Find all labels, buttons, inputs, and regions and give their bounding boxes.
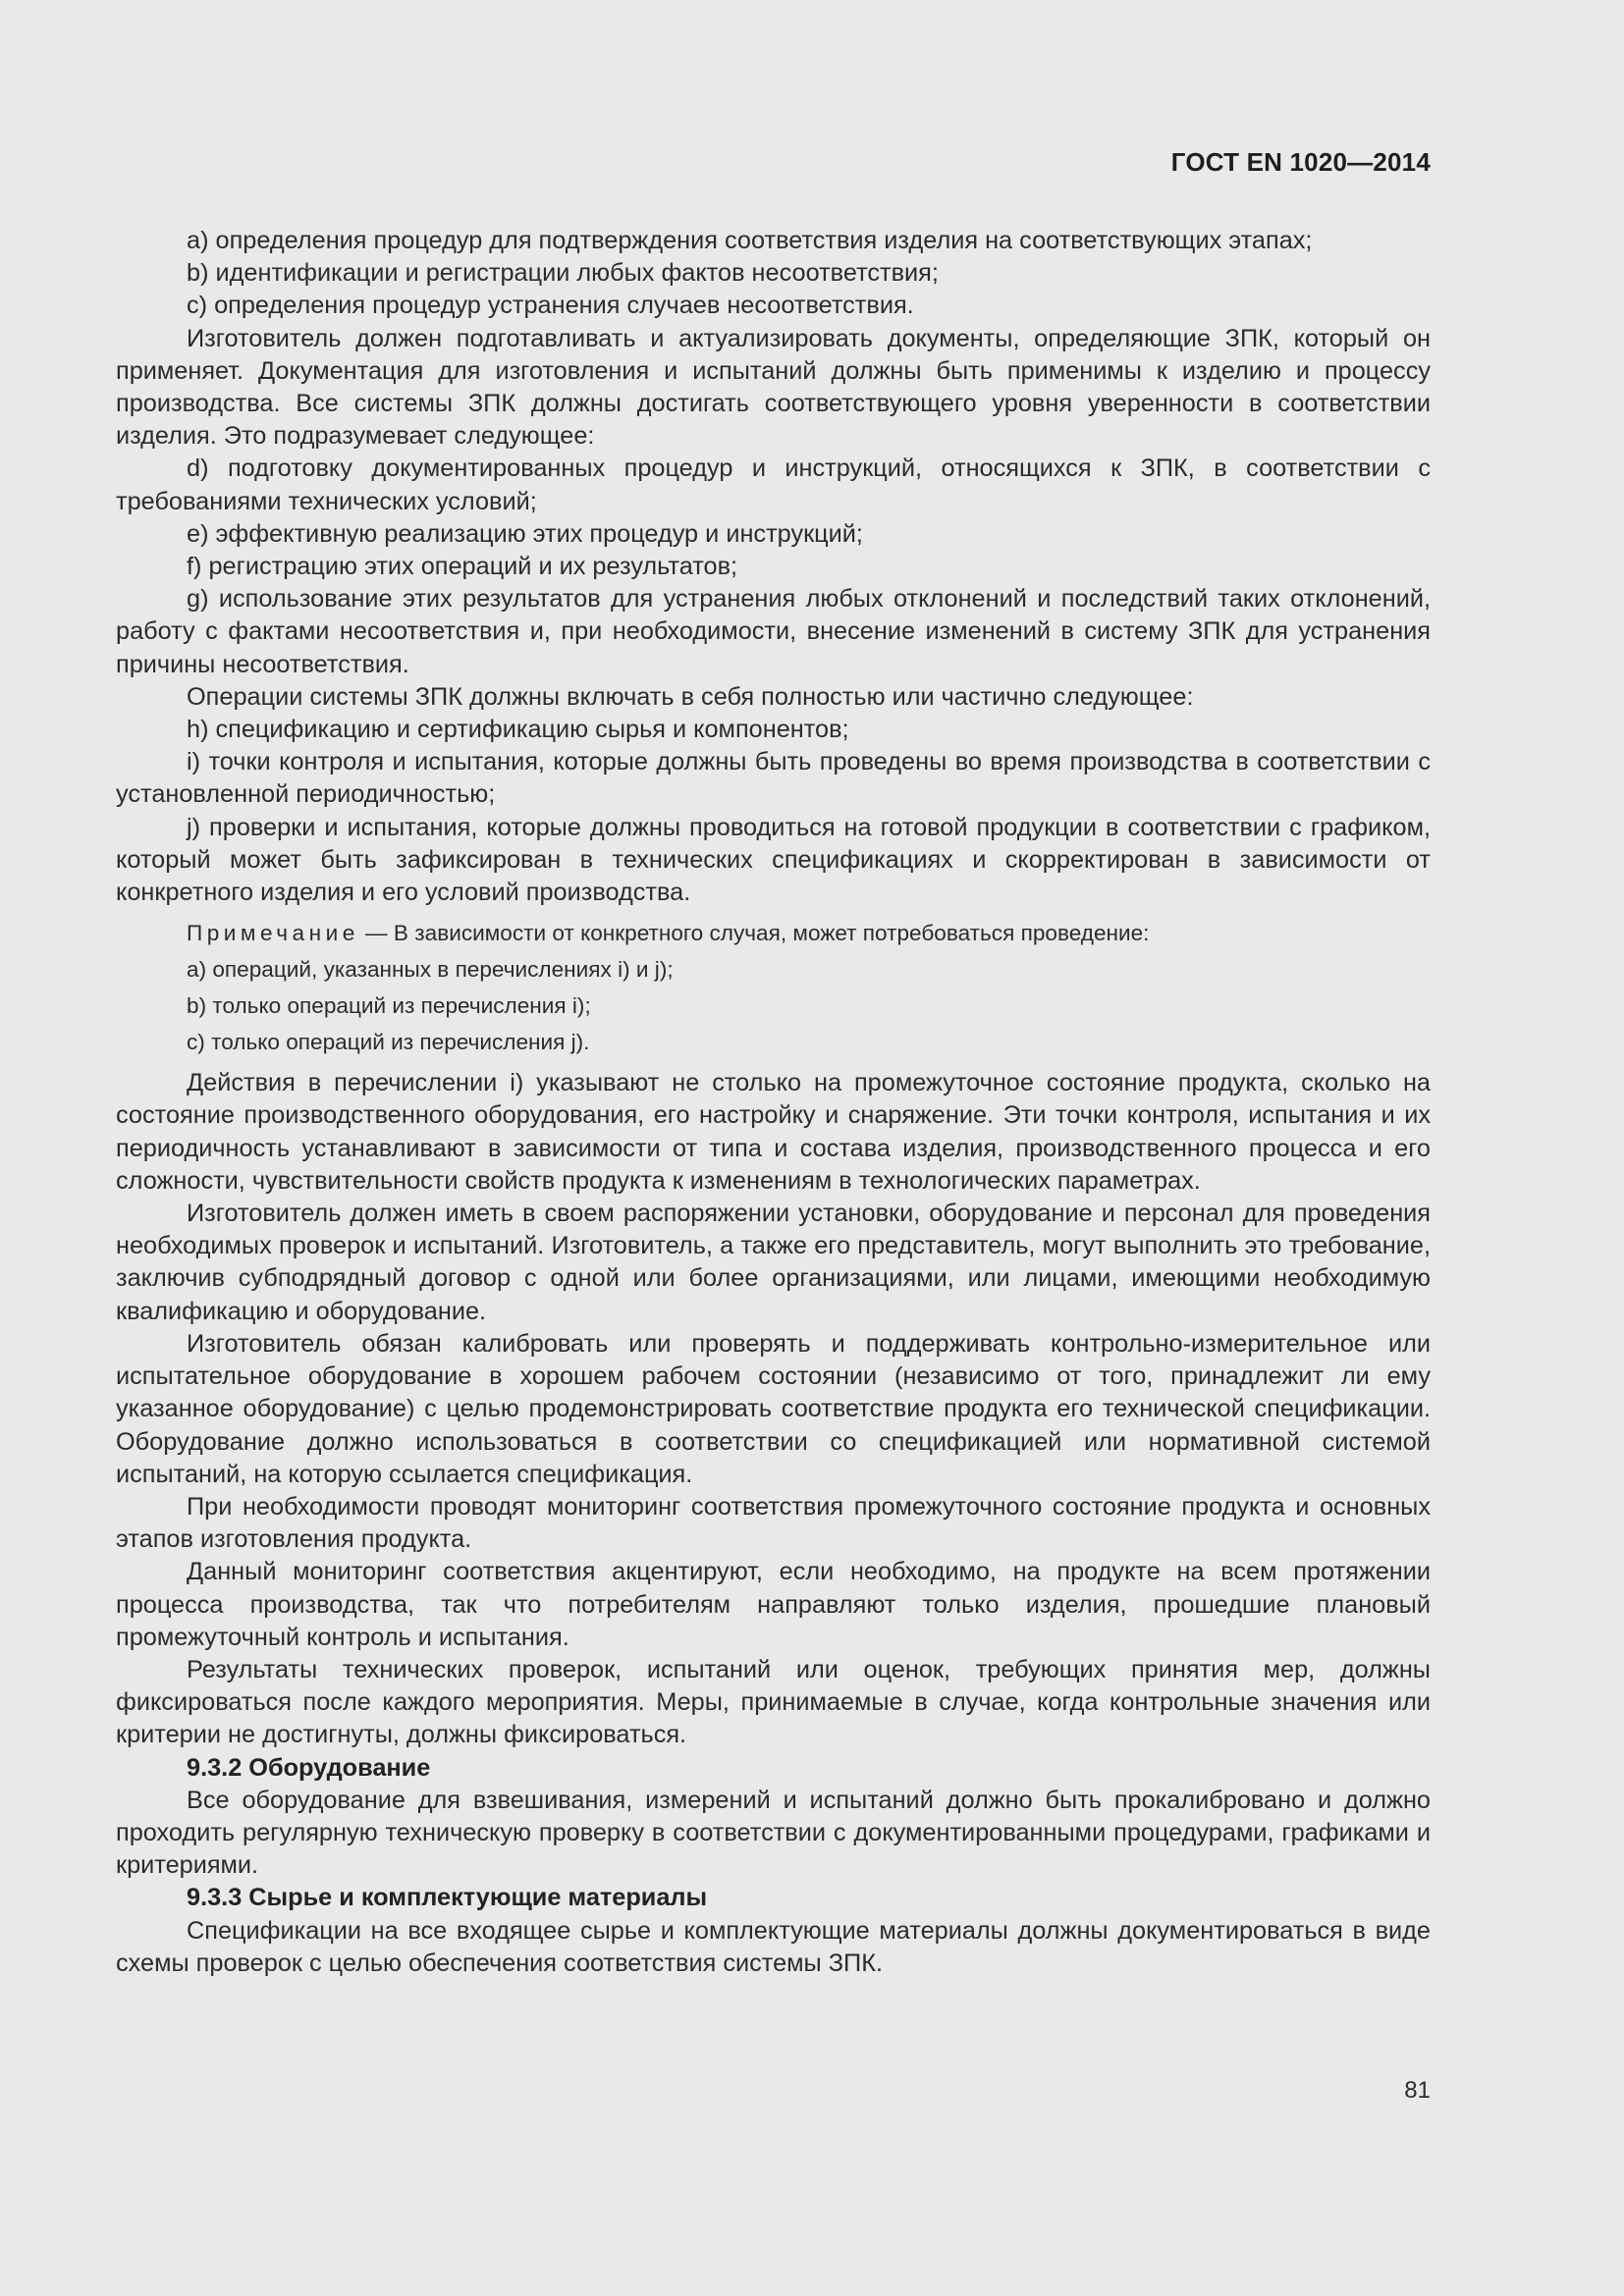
section-heading-9-3-2: 9.3.2 Оборудование [187,1753,431,1782]
note-item-c: c) только операций из перечисления j). [187,1030,590,1055]
list-item-j: j) проверки и испытания, которые должны проводиться на готовой продукции в соответствии с графиком, который может быть зафиксирован в технических спецификациях и скорректирован в зависимости от конкретного изделия и его условий производства. [116,813,1431,907]
list-item-e: e) эффективную реализацию этих процедур и инструкций; [187,519,863,548]
section-text-9-3-3: Спецификации на все входящее сырье и комплектующие материалы должны документироваться в виде схемы проверок с целью обеспечения соответствия системы ЗПК. [116,1916,1431,1977]
paragraph-operations: Операции системы ЗПК должны включать в себя полностью или частично следующее: [187,682,1194,711]
list-item-i: i) точки контроля и испытания, которые должны быть проведены во время производства в соответствии с установленной периодичностью; [116,748,1431,809]
section-text-9-3-2: Все оборудование для взвешивания, измерений и испытаний должно быть прокалибровано и должно проходить регулярную техническую проверку в соответствии с документированными процедурами, графиками и критериями. [116,1786,1431,1880]
document-code-header: ГОСТ EN 1020—2014 [1170,147,1431,177]
paragraph-monitoring-focus: Данный мониторинг соответствия акцентируют, если необходимо, на продукте на всем протяжении процесса производства, так что потребителям направляют только изделия, прошедшие плановый промежуточный контроль и испытания. [116,1558,1431,1651]
paragraph-resources: Изготовитель должен иметь в своем распоряжении установки, оборудование и персонал для проведения необходимых проверок и испытаний. Изготовитель, а также его представитель, могут выполнить это требование, заключив субподрядный договор с одной или более организациями, или лицами, имеющими необходимую квалификацию и оборудование. [116,1200,1431,1325]
list-item-c: c) определения процедур устранения случаев несоответствия. [187,292,914,320]
note-label: Примечание [187,921,359,946]
list-item-f: f) регистрацию этих операций и их результатов; [187,553,738,581]
paragraph-monitoring: При необходимости проводят мониторинг соответствия промежуточного состояние продукта и основных этапов изготовления продукта. [116,1492,1431,1554]
section-heading-9-3-3: 9.3.3 Сырье и комплектующие материалы [187,1884,708,1912]
note-text: — В зависимости от конкретного случая, может потребоваться проведение: [358,921,1150,946]
paragraph-results: Результаты технических проверок, испытаний или оценок, требующих принятия мер, должны фиксироваться после каждого мероприятия. Меры, принимаемые в случае, когда контрольные значения или критерии не достигнуты, должны фиксироваться. [116,1655,1431,1749]
list-item-d: d) подготовку документированных процедур и инструкций, относящихся к ЗПК, в соответствии с требованиями технических условий; [116,454,1431,515]
list-item-g: g) использование этих результатов для устранения любых отклонений и последствий таких отклонений, работу с фактами несоответствия и, при необходимости, внесение изменений в систему ЗПК для устранения причины несоответствия. [116,585,1431,678]
note-item-b: b) только операций из перечисления i); [187,993,591,1019]
list-item-h: h) спецификацию и сертификацию сырья и компонентов; [187,716,849,744]
list-item-b: b) идентификации и регистрации любых фактов несоответствия; [187,259,939,288]
note-intro [116,921,1431,946]
page-number: 81 [1404,2077,1431,2104]
note-item-a: a) операций, указанных в перечислениях i) и j); [187,957,674,983]
paragraph-documents: Изготовитель должен подготавливать и актуализировать документы, определяющие ЗПК, который он применяет. Документация для изготовления и испытаний должны быть применимы к изделию и процессу производства. Все системы ЗПК должны достигать соответствующего уровня уверенности в соответствии изделия. Это подразумевает следующее: [116,324,1431,451]
document-body [116,225,1431,1980]
paragraph-calibration: Изготовитель обязан калибровать или проверять и поддерживать контрольно-измерительное или испытательное оборудование в хорошем рабочем состоянии (независимо от того, принадлежит ли ему указанное оборудование) с целью продемонстрировать соответствие продукта его технической спецификации. Оборудование должно использоваться в соответствии со спецификацией или нормативной системой испытаний, на которую ссылается спецификация. [116,1329,1431,1488]
list-item-a: a) определения процедур для подтверждения соответствия изделия на соответствующих этапах; [187,227,1313,254]
paragraph-actions-i: Действия в перечислении i) указывают не столько на промежуточное состояние продукта, сколько на состояние производственного оборудования, его настройку и снаряжение. Эти точки контроля, испытания и их периодичность устанавливают в зависимости от типа и состава изделия, производственного процесса и его сложности, чувствительности свойств продукта к изменениям в технологических параметрах. [116,1069,1431,1195]
